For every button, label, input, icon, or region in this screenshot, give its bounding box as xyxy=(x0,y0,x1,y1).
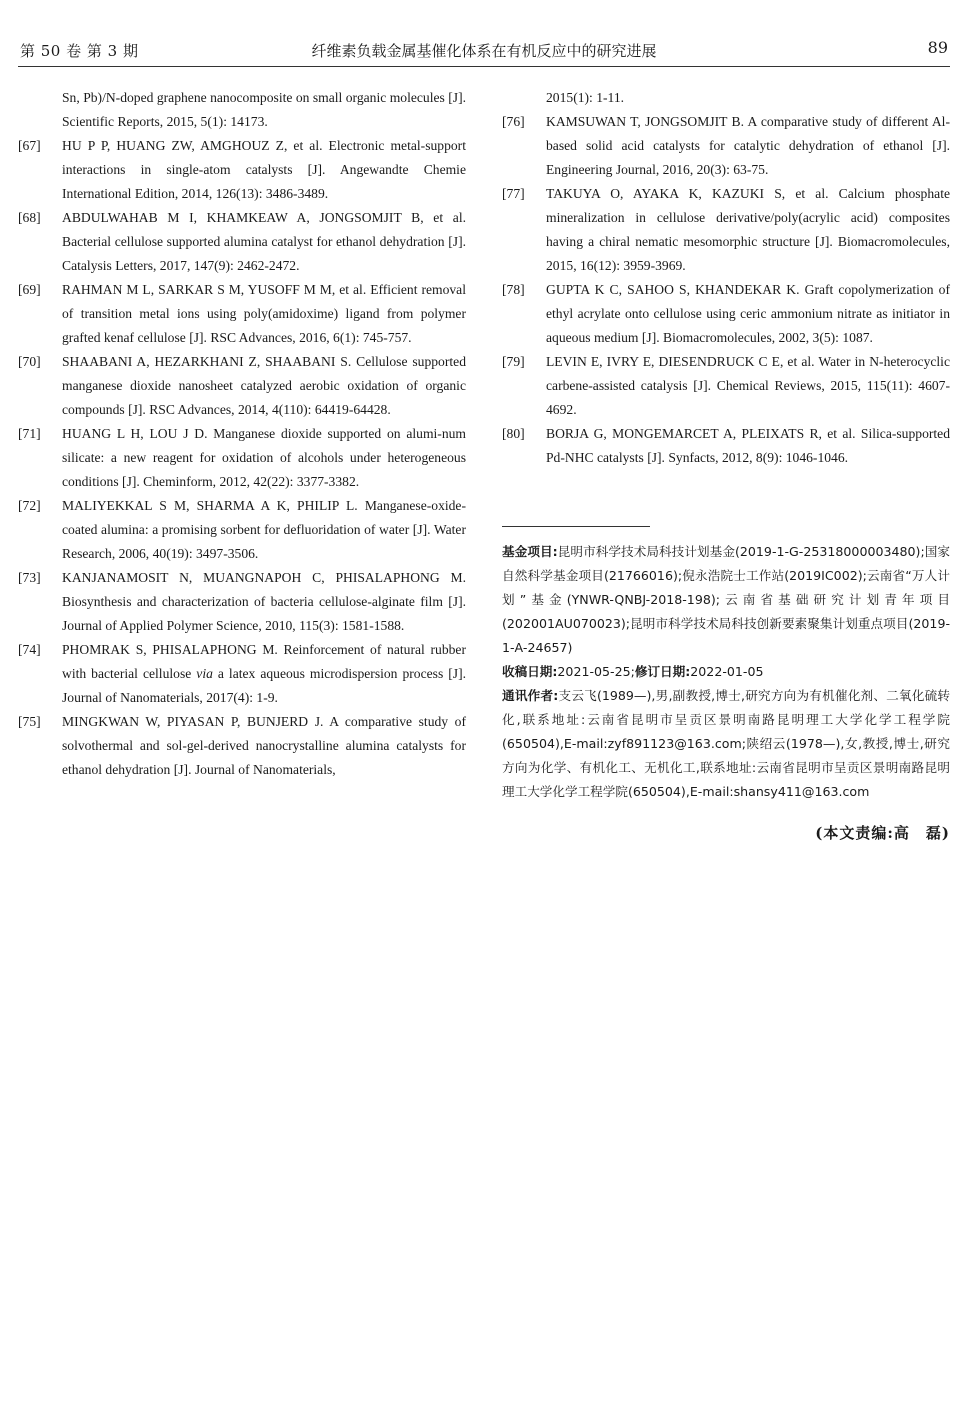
funding-note xyxy=(502,540,950,660)
reference-text-part: a latex aqueous microdispersion process [J]. Journal of Nanomaterials, 2017(4): 1-9. xyxy=(62,666,466,705)
corresponding-author-note xyxy=(502,684,950,804)
reference-text: GUPTA K C, SAHOO S, KHANDEKAR K. Graft copolymerization of ethyl acrylate onto cellulose using ceric ammonium nitrate as initiator in aqueous medium [J]. Biomacromolecules, 2002, 3(5): 1087. xyxy=(546,282,950,345)
author-label: 通讯作者: xyxy=(502,688,559,703)
reference-text: MINGKWAN W, PIYASAN P, BUNJERD J. A comparative study of solvothermal and sol-gel-derived nanocrystalline alumina catalysts for ethanol dehydration [J]. Journal of Nanomaterials, xyxy=(62,714,466,777)
reference-item xyxy=(502,182,950,278)
running-header xyxy=(18,38,950,67)
author-text: 支云飞(1989—),男,副教授,博士,研究方向为有机催化剂、二氧化硫转化,联系地址:云南省昆明市呈贡区景明南路昆明理工大学化学工程学院(650504),E-mail:zyf891123@163.com;陕绍云(1978—),女,教授,博士,研究方向为化学、有机化工、无机化工,联系地址:云南省昆明市呈贡区景明南路昆明理工大学化学工程学院(650504),E-mail:shansy411@163.com xyxy=(502,688,950,799)
reference-text xyxy=(62,638,466,710)
reference-item xyxy=(18,710,466,782)
reference-item xyxy=(502,110,950,182)
reference-text: KANJANAMOSIT N, MUANGNAPOH C, PHISALAPHONG M. Biosynthesis and characterization of bacteria cellulose-alginate film [J]. Journal of Applied Polymer Science, 2010, 115(3): 1581-1588. xyxy=(62,570,466,633)
left-reference-column xyxy=(18,86,466,782)
responsible-editor: (本文责编:高 磊) xyxy=(815,824,950,842)
reference-item xyxy=(502,350,950,422)
reference-number: [79] xyxy=(502,354,525,369)
reference-item xyxy=(18,422,466,494)
reference-text: SHAABANI A, HEZARKHANI Z, SHAABANI S. Cellulose supported manganese dioxide nanosheet catalyzed aerobic oxidation of organic compounds [J]. RSC Advances, 2014, 4(110): 64419-64428. xyxy=(62,354,466,417)
dates-note xyxy=(502,660,950,684)
reference-number: [68] xyxy=(18,210,41,225)
reference-number: [69] xyxy=(18,282,41,297)
reference-item xyxy=(18,134,466,206)
reference-number xyxy=(502,86,546,110)
reference-text: TAKUYA O, AYAKA K, KAZUKI S, et al. Calcium phosphate mineralization in cellulose derivative/poly(acrylic acid) composites having a chiral nematic mesomorphic structure [J]. Biomacromolecules, 2015, 16(12): 3959-3969. xyxy=(546,186,950,273)
reference-text-part: PHOMRAK S, PHISALAPHONG M. Reinforcement of natural rubber with bacterial cellulose xyxy=(62,642,466,681)
reference-number: [78] xyxy=(502,282,525,297)
revised-label: 修订日期: xyxy=(634,664,691,679)
reference-text: BORJA G, MONGEMARCET A, PLEIXATS R, et al. Silica-supported Pd-NHC catalysts [J]. Synfacts, 2012, 8(9): 1046-1046. xyxy=(546,426,950,465)
reference-text: HU P P, HUANG ZW, AMGHOUZ Z, et al. Electronic metal-support interactions in single-atom catalysts [J]. Angewandte Chemie International Edition, 2014, 126(13): 3486-3489. xyxy=(62,138,466,201)
reference-number: [72] xyxy=(18,498,41,513)
reference-number: [75] xyxy=(18,714,41,729)
reference-item xyxy=(18,206,466,278)
reference-number: [76] xyxy=(502,114,525,129)
reference-text: Sn, Pb)/N-doped graphene nanocomposite on small organic molecules [J]. Scientific Reports, 2015, 5(1): 14173. xyxy=(62,90,466,129)
reference-number: [70] xyxy=(18,354,41,369)
reference-number: [77] xyxy=(502,186,525,201)
reference-text: MALIYEKKAL S M, SHARMA A K, PHILIP L. Manganese-oxide-coated alumina: a promising sorbent for defluoridation of water [J]. Water Research, 2006, 40(19): 3497-3506. xyxy=(62,498,466,561)
reference-item xyxy=(18,278,466,350)
reference-item xyxy=(502,422,950,470)
right-reference-column xyxy=(502,86,950,470)
reference-text: HUANG L H, LOU J D. Manganese dioxide supported on alumi-num silicate: a new reagent for oxidation of alcohols under heterogeneous conditions [J]. Cheminform, 2012, 42(22): 3377-3382. xyxy=(62,426,466,489)
reference-number: [73] xyxy=(18,570,41,585)
received-label: 收稿日期: xyxy=(502,664,558,679)
running-title: 纤维素负载金属基催化体系在有机反应中的研究进展 xyxy=(311,42,657,60)
reference-text: LEVIN E, IVRY E, DIESENDRUCK C E, et al. Water in N-heterocyclic carbene-assisted catalysis [J]. Chemical Reviews, 2015, 115(11): 4607-4692. xyxy=(546,354,950,417)
funding-text: 昆明市科学技术局科技计划基金(2019-1-G-25318000003480);国家自然科学基金项目(21766016);倪永浩院士工作站(2019IC002);云南省“万人计划”基金(YNWR-QNBJ-2018-198);云南省基础研究计划青年项目(202001AU070023);昆明市科学技术局科技创新要素聚集计划重点项目(2019-1-A-24657) xyxy=(502,544,951,655)
footnote-separator xyxy=(502,526,650,527)
received-date: 2021-05-25; xyxy=(557,664,635,679)
reference-text: RAHMAN M L, SARKAR S M, YUSOFF M M, et al. Efficient removal of transition metal ions using poly(amidoxime) ligand from polymer grafted kenaf cellulose [J]. RSC Advances, 2016, 6(1): 745-757. xyxy=(62,282,466,345)
reference-item xyxy=(18,350,466,422)
reference-number: [74] xyxy=(18,642,41,657)
reference-item xyxy=(18,494,466,566)
reference-item xyxy=(502,278,950,350)
article-notes xyxy=(502,540,950,804)
reference-item xyxy=(502,86,950,110)
reference-item xyxy=(18,638,466,710)
reference-number: [71] xyxy=(18,426,41,441)
reference-number: [80] xyxy=(502,426,525,441)
reference-number: [67] xyxy=(18,138,41,153)
reference-text: ABDULWAHAB M I, KHAMKEAW A, JONGSOMJIT B, et al. Bacterial cellulose supported alumina catalyst for ethanol dehydration [J]. Catalysis Letters, 2017, 147(9): 2462-2472. xyxy=(62,210,466,273)
page-number: 89 xyxy=(927,38,948,57)
reference-item xyxy=(18,86,466,134)
funding-label: 基金项目: xyxy=(502,544,558,559)
revised-date: 2022-01-05 xyxy=(690,664,764,679)
journal-volume-issue: 第 50 卷 第 3 期 xyxy=(20,42,139,60)
reference-text: 2015(1): 1-11. xyxy=(546,90,625,105)
reference-text: KAMSUWAN T, JONGSOMJIT B. A comparative study of different Al-based solid acid catalysts for catalytic dehydration of ethanol [J]. Engineering Journal, 2016, 20(3): 63-75. xyxy=(546,114,950,177)
reference-number xyxy=(18,86,62,134)
reference-italic-word: via xyxy=(196,666,213,681)
reference-item xyxy=(18,566,466,638)
